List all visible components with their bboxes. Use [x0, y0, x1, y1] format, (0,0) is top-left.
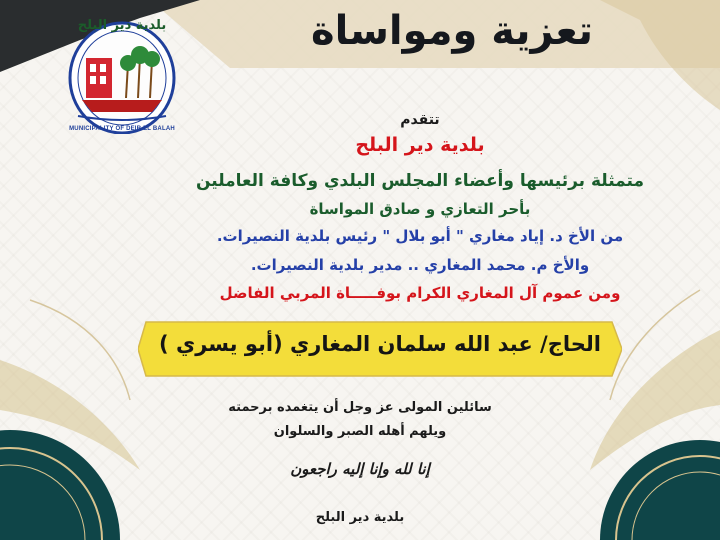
family-line: ومن عموم آل المغاري الكرام بوفـــــاة المربي الفاضل: [219, 284, 621, 302]
municipality-name: بلدية دير البلح: [355, 134, 485, 156]
prayer-line-1: سائلين المولى عز وجل أن يتغمده برحمته: [228, 400, 492, 415]
recipient-line-1: من الأخ د. إياد مغاري " أبو بلال " رئيس بلدية النصيرات.: [216, 227, 624, 245]
card-title: تعزية ومواساة: [310, 8, 594, 54]
condolences-text: بأحر التعازي و صادق المواساة: [309, 200, 531, 218]
intro-text: تتقدم: [400, 112, 440, 128]
footer-signature: بلدية دير البلح: [315, 510, 405, 525]
logo-arabic-name: بلدية دير البلح: [77, 18, 167, 33]
deceased-name: الحاج/ عبد الله سلمان المغاري (أبو يسري ): [159, 332, 601, 356]
represented-by-text: متمثلة برئيسها وأعضاء المجلس البلدي وكافة العاملين: [195, 171, 645, 191]
prayer-line-2: ويلهم أهله الصبر والسلوان: [273, 424, 447, 439]
verse-calligraphy: إنا لله وإنا إليه راجعون: [290, 460, 430, 478]
logo-english-name: MUNICIPALITY OF DEIR EL BALAH: [69, 126, 175, 132]
recipient-line-2: والأخ م. محمد المغاري .. مدير بلدية النصيرات.: [250, 256, 590, 274]
